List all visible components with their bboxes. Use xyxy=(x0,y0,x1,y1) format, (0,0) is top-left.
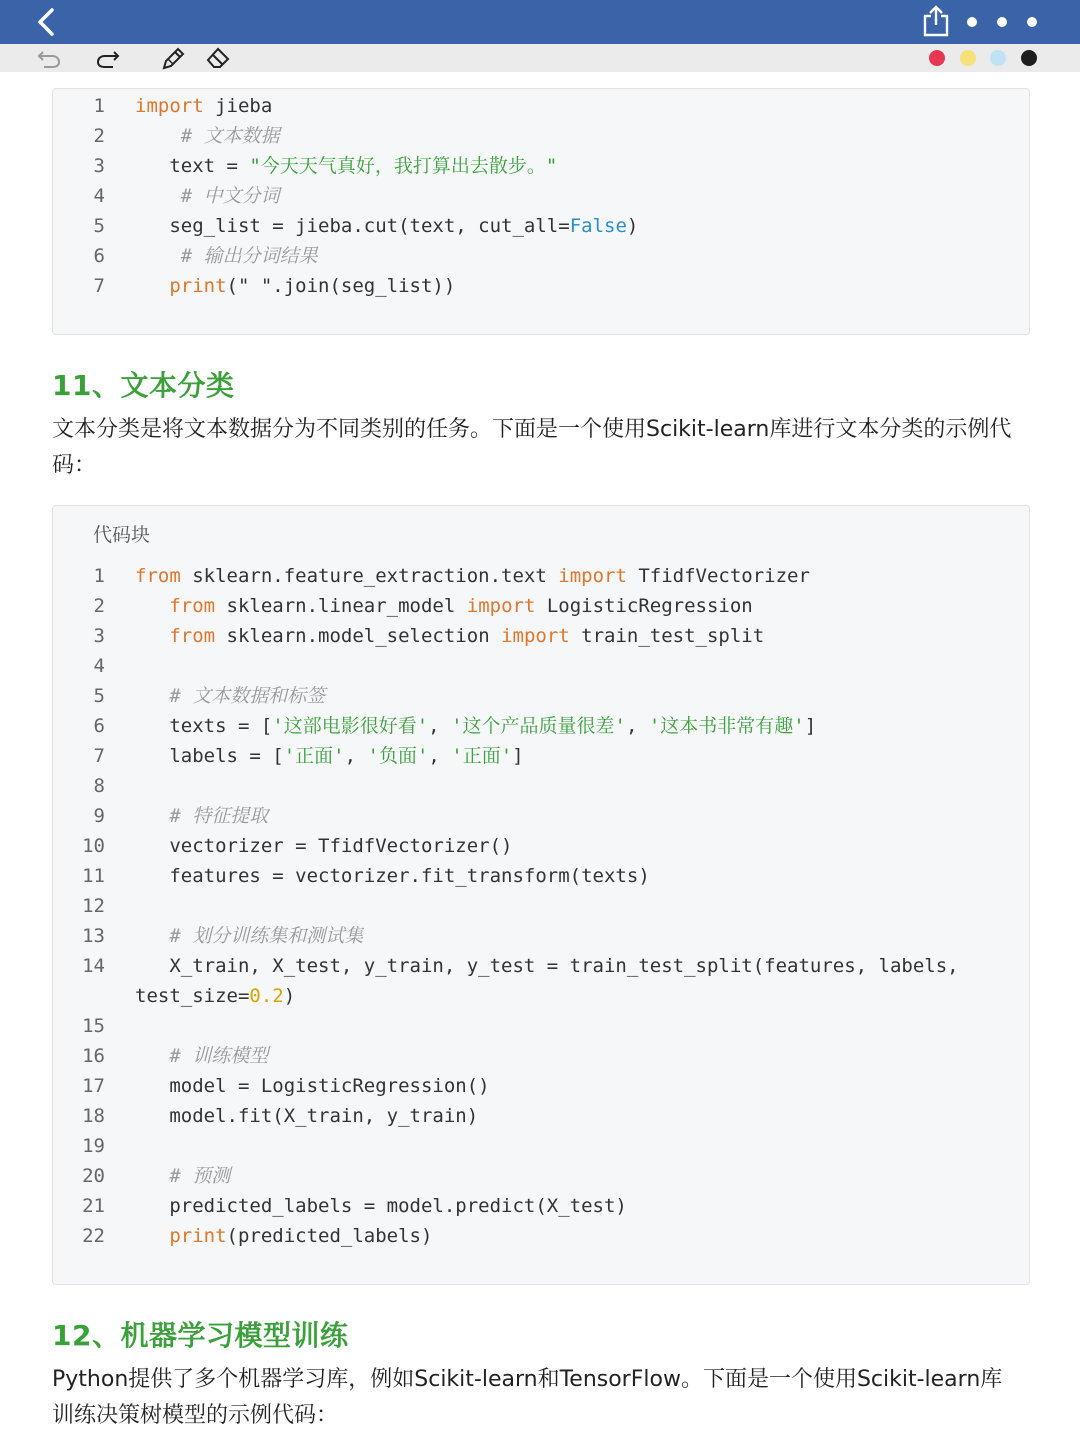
share-icon[interactable] xyxy=(920,4,952,38)
code-token: # 中文分词 xyxy=(180,185,280,207)
line-number: 4 xyxy=(93,185,105,207)
line-number: 3 xyxy=(93,625,105,647)
redo-icon[interactable] xyxy=(95,46,121,70)
line-number: 13 xyxy=(82,925,105,947)
code-line xyxy=(53,91,1031,121)
line-number: 6 xyxy=(93,245,105,267)
code-line xyxy=(53,1041,1031,1071)
line-number: 11 xyxy=(82,865,105,887)
code-line xyxy=(53,981,1031,1011)
code-line xyxy=(53,951,1031,981)
code-token: TfidfVectorizer xyxy=(626,565,810,587)
line-number: 2 xyxy=(93,595,105,617)
code-text xyxy=(135,121,280,151)
code-line xyxy=(53,591,1031,621)
code-line xyxy=(53,1221,1031,1251)
code-token: print xyxy=(169,1225,227,1247)
code-text xyxy=(135,711,816,741)
code-line xyxy=(53,561,1031,591)
top-bar xyxy=(0,0,1080,44)
code-token: model.fit(X_train, y_train) xyxy=(135,1105,479,1127)
section-paragraph-11: 文本分类是将文本数据分为不同类别的任务。下面是一个使用Scikit-learn库进行文本分类的示例代码： xyxy=(52,417,1012,478)
code-line xyxy=(53,651,1031,681)
code-line xyxy=(53,711,1031,741)
line-number: 21 xyxy=(82,1195,105,1217)
code-token: import xyxy=(501,625,570,647)
code-text xyxy=(135,1161,230,1191)
code-token: print xyxy=(169,275,227,297)
more-icon[interactable] xyxy=(962,14,1042,30)
code-token: (predicted_labels) xyxy=(226,1225,433,1247)
line-number: 5 xyxy=(93,685,105,707)
code-token: '正面' xyxy=(283,745,345,767)
code-token: sklearn.model_selection xyxy=(215,625,502,647)
chevron-left-icon[interactable] xyxy=(30,4,66,40)
line-number: 12 xyxy=(82,895,105,917)
code-line xyxy=(53,1161,1031,1191)
line-number: 4 xyxy=(93,655,105,677)
code-token: '这本书非常有趣' xyxy=(648,715,805,737)
line-number: 7 xyxy=(93,745,105,767)
code-text xyxy=(135,801,268,831)
code-text xyxy=(135,241,318,271)
code-token: "今天天气真好，我打算出去散步。" xyxy=(249,155,558,177)
pen-color-red[interactable] xyxy=(929,50,945,66)
line-number: 1 xyxy=(93,565,105,587)
code-token: X_train, X_test, y_train, y_test = train_test_split(features, labels, xyxy=(135,955,959,977)
code-token: # 训练模型 xyxy=(169,1045,269,1067)
code-token: seg_list = jieba.cut(text, cut_all= xyxy=(135,215,570,237)
code-token xyxy=(135,245,181,267)
code-token: vectorizer = TfidfVectorizer() xyxy=(135,835,513,857)
code-text xyxy=(135,1101,478,1131)
code-token xyxy=(135,1045,169,1067)
code-token: '负面' xyxy=(367,745,429,767)
code-token: # 划分训练集和测试集 xyxy=(169,925,364,947)
code-text xyxy=(135,831,513,861)
code-token xyxy=(135,625,169,647)
code-token: (" ".join(seg_list)) xyxy=(226,275,456,297)
code-block-text-classification xyxy=(52,505,1030,1285)
line-number: 9 xyxy=(93,805,105,827)
line-number: 22 xyxy=(82,1225,105,1247)
line-number: 8 xyxy=(93,775,105,797)
code-token: import xyxy=(558,565,627,587)
code-line xyxy=(53,801,1031,831)
code-token: labels = [ xyxy=(135,745,284,767)
code-token: 0.2 xyxy=(249,985,284,1007)
code-token: LogisticRegression xyxy=(535,595,753,617)
code-token xyxy=(135,805,169,827)
code-line xyxy=(53,1101,1031,1131)
code-line xyxy=(53,621,1031,651)
code-token: # 预测 xyxy=(169,1165,231,1187)
line-number: 14 xyxy=(82,955,105,977)
code-text xyxy=(135,921,363,951)
section-heading-11: 11、文本分类 xyxy=(52,369,235,402)
code-token: '这个产品质量很差' xyxy=(451,715,626,737)
code-text xyxy=(135,151,557,181)
code-token: from xyxy=(169,625,216,647)
eraser-icon[interactable] xyxy=(205,46,231,70)
line-number: 5 xyxy=(93,215,105,237)
code-token: sklearn.feature_extraction.text xyxy=(180,565,559,587)
code-token: predicted_labels = model.predict(X_test) xyxy=(135,1195,627,1217)
code-line xyxy=(53,771,1031,801)
undo-icon[interactable] xyxy=(36,46,62,70)
line-number: 7 xyxy=(93,275,105,297)
code-token xyxy=(135,185,181,207)
code-token: # 输出分词结果 xyxy=(180,245,318,267)
code-block-title: 代码块 xyxy=(93,524,151,546)
code-text xyxy=(135,591,753,621)
code-token xyxy=(135,275,169,297)
line-number: 1 xyxy=(93,95,105,117)
code-token xyxy=(135,125,181,147)
code-text xyxy=(135,1191,627,1221)
line-number: 10 xyxy=(82,835,105,857)
line-number: 18 xyxy=(82,1105,105,1127)
code-token: import xyxy=(135,95,204,117)
code-text xyxy=(135,1041,268,1071)
code-token: sklearn.linear_model xyxy=(215,595,467,617)
code-token: from xyxy=(169,595,216,617)
section-paragraph-12: Python提供了多个机器学习库，例如Scikit-learn和TensorFlow。下面是一个使用Scikit-learn库训练决策树模型的示例代码： xyxy=(52,1367,1003,1428)
code-token: # 文本数据和标签 xyxy=(169,685,326,707)
code-token: ] xyxy=(804,715,817,737)
line-number: 2 xyxy=(93,125,105,147)
line-number: 16 xyxy=(82,1045,105,1067)
code-text xyxy=(135,621,764,651)
code-token: # 特征提取 xyxy=(169,805,269,827)
code-text xyxy=(135,91,272,121)
line-number: 6 xyxy=(93,715,105,737)
code-token: False xyxy=(569,215,627,237)
code-token: '正面' xyxy=(451,745,513,767)
code-line xyxy=(53,271,1031,301)
line-number: 20 xyxy=(82,1165,105,1187)
pencil-icon[interactable] xyxy=(160,46,186,70)
code-line xyxy=(53,1131,1031,1161)
code-line xyxy=(53,241,1031,271)
line-number: 15 xyxy=(82,1015,105,1037)
code-token: train_test_split xyxy=(569,625,765,647)
code-line xyxy=(53,921,1031,951)
code-token: jieba xyxy=(203,95,273,117)
code-line xyxy=(53,831,1031,861)
code-token xyxy=(135,1225,169,1247)
code-text xyxy=(135,861,650,891)
code-token: text = xyxy=(135,155,250,177)
code-token: import xyxy=(466,595,536,617)
code-text xyxy=(135,951,959,981)
code-text xyxy=(135,561,810,591)
code-text xyxy=(135,181,280,211)
code-token xyxy=(135,595,169,617)
code-line xyxy=(53,861,1031,891)
code-token xyxy=(135,685,169,707)
code-line xyxy=(53,151,1031,181)
code-line xyxy=(53,891,1031,921)
code-token: ) xyxy=(626,215,639,237)
code-line xyxy=(53,1071,1031,1101)
line-number: 17 xyxy=(82,1075,105,1097)
code-text xyxy=(135,1221,432,1251)
code-token: features = vectorizer.fit_transform(texts) xyxy=(135,865,650,887)
code-line xyxy=(53,741,1031,771)
code-text xyxy=(135,211,638,241)
code-text xyxy=(135,1071,490,1101)
line-number: 19 xyxy=(82,1135,105,1157)
code-block-jieba xyxy=(52,88,1030,335)
code-token: # 文本数据 xyxy=(180,125,280,147)
code-token: model = LogisticRegression() xyxy=(135,1075,490,1097)
code-text xyxy=(135,681,325,711)
code-token: ) xyxy=(283,985,296,1007)
pen-color-black[interactable] xyxy=(1021,50,1037,66)
code-token: test_size= xyxy=(135,985,250,1007)
pen-color-yellow[interactable] xyxy=(960,50,976,66)
code-line xyxy=(53,1191,1031,1221)
code-token: ] xyxy=(512,745,524,767)
section-heading-12: 12、机器学习模型训练 xyxy=(52,1319,349,1352)
code-token xyxy=(135,1165,169,1187)
line-number: 3 xyxy=(93,155,105,177)
code-token: texts = [ xyxy=(135,715,273,737)
code-text xyxy=(135,741,524,771)
code-token: , xyxy=(625,715,649,737)
code-token: , xyxy=(344,745,368,767)
pen-color-light-blue[interactable] xyxy=(990,50,1006,66)
code-token: from xyxy=(135,565,181,587)
code-token: , xyxy=(428,745,452,767)
annotation-toolbar xyxy=(0,44,1080,72)
code-token xyxy=(135,925,169,947)
code-line xyxy=(53,121,1031,151)
code-line xyxy=(53,181,1031,211)
code-line xyxy=(53,681,1031,711)
code-text xyxy=(135,271,455,301)
code-token: , xyxy=(428,715,452,737)
code-line xyxy=(53,1011,1031,1041)
code-line xyxy=(53,211,1031,241)
code-text xyxy=(135,981,295,1011)
code-token: '这部电影很好看' xyxy=(272,715,429,737)
